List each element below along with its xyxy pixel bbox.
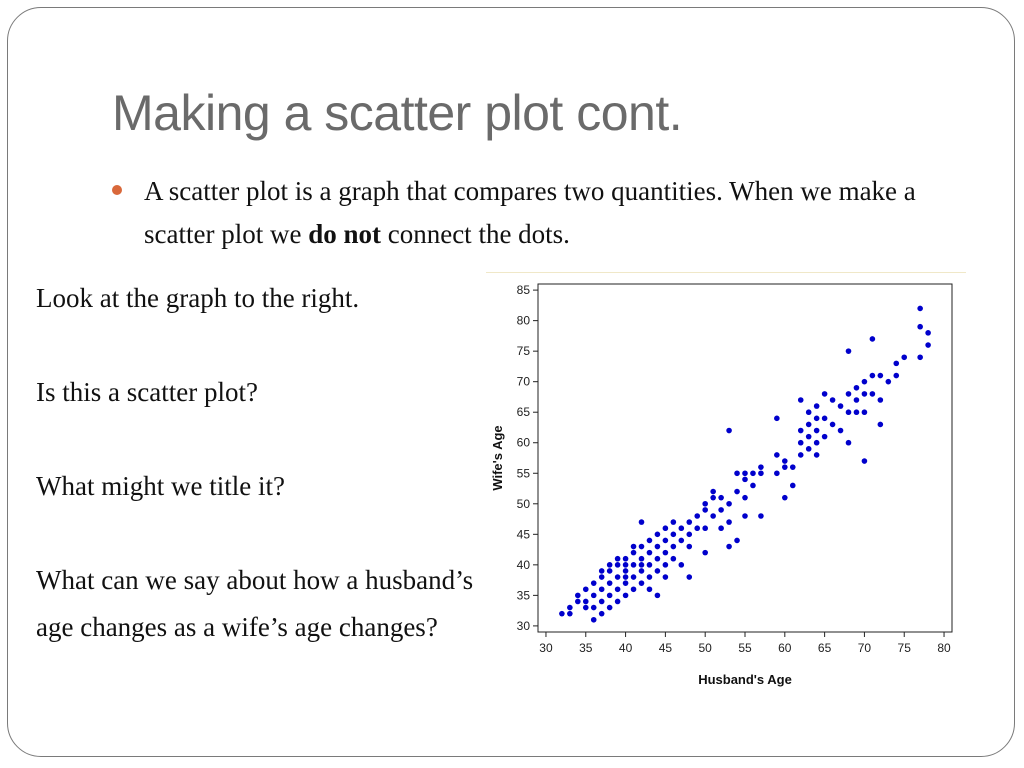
data-point [862, 391, 868, 397]
y-tick-label: 50 [516, 496, 530, 511]
y-tick-label: 75 [516, 344, 530, 359]
data-point [917, 324, 923, 330]
data-point [607, 580, 613, 586]
data-point [798, 428, 804, 434]
data-point [639, 544, 645, 550]
data-point [822, 416, 828, 422]
x-tick-label: 35 [579, 641, 593, 655]
y-tick-label: 70 [516, 374, 530, 389]
data-point [901, 354, 907, 360]
data-point [647, 550, 653, 556]
question-line-2: Is this a scatter plot? [36, 377, 258, 407]
data-point [615, 599, 621, 605]
data-point [631, 550, 637, 556]
scatter-chart [486, 272, 966, 702]
data-point [599, 599, 605, 605]
data-point [726, 428, 732, 434]
data-point [607, 568, 613, 574]
data-point [599, 611, 605, 617]
question-text [36, 275, 476, 651]
data-point [774, 470, 780, 476]
data-point [710, 513, 716, 519]
data-point [734, 489, 740, 495]
question-line-3: What might we title it? [36, 471, 285, 501]
x-tick-label: 30 [539, 641, 553, 655]
x-tick-label: 40 [618, 641, 633, 655]
data-point [671, 556, 677, 562]
data-point [663, 550, 669, 556]
data-point [854, 409, 860, 415]
bullet-text-bold: do not [308, 219, 381, 249]
data-point [878, 397, 884, 403]
data-point [615, 586, 621, 592]
data-point [655, 532, 661, 538]
data-point [591, 605, 597, 611]
x-tick-label: 80 [937, 641, 951, 655]
data-point [647, 562, 653, 568]
question-line-4: What can we say about how a husband’s age changes as a wife’s age changes? [36, 565, 474, 642]
data-point [647, 574, 653, 580]
data-point [854, 385, 860, 391]
data-point [679, 538, 685, 544]
data-point [782, 464, 788, 470]
data-point [575, 599, 581, 605]
data-point [663, 574, 669, 580]
data-point [846, 348, 852, 354]
data-point [631, 574, 637, 580]
data-point [870, 336, 876, 342]
slide-title: Making a scatter plot cont. [112, 85, 683, 141]
data-point [591, 580, 597, 586]
data-point [798, 397, 804, 403]
data-point [599, 586, 605, 592]
data-point [806, 422, 812, 428]
data-point [862, 409, 868, 415]
data-point [623, 556, 629, 562]
data-point [694, 513, 700, 519]
data-point [814, 403, 820, 409]
data-point [686, 519, 692, 525]
data-point [878, 422, 884, 428]
data-point [686, 544, 692, 550]
bullet-text-end: connect the dots. [380, 219, 570, 249]
y-tick-label: 55 [516, 466, 530, 481]
x-tick-label: 45 [658, 641, 673, 655]
data-point [758, 464, 764, 470]
data-point [647, 538, 653, 544]
data-point [679, 525, 685, 531]
data-point [631, 586, 637, 592]
bullet-text-start: A scatter plot is a graph that compares two quantities. When we make a scatter plot we [144, 176, 916, 249]
data-point [686, 574, 692, 580]
y-tick-label: 85 [516, 283, 530, 298]
data-point [782, 495, 788, 501]
data-point [750, 483, 756, 489]
data-point [663, 525, 669, 531]
x-tick-label: 70 [857, 641, 872, 655]
bullet-text [144, 170, 962, 256]
data-point [734, 538, 740, 544]
data-point [758, 470, 764, 476]
y-tick-label: 40 [516, 557, 530, 572]
data-point [607, 605, 613, 611]
data-point [806, 446, 812, 452]
data-point [639, 580, 645, 586]
data-point [742, 495, 748, 501]
data-point [694, 525, 700, 531]
data-point [639, 519, 645, 525]
data-point [631, 544, 637, 550]
data-point [655, 593, 661, 599]
data-point [790, 464, 796, 470]
data-point [663, 562, 669, 568]
data-point [718, 525, 724, 531]
data-point [726, 519, 732, 525]
data-point [846, 391, 852, 397]
data-point [806, 409, 812, 415]
data-point [599, 574, 605, 580]
data-point [623, 593, 629, 599]
y-tick-label: 30 [516, 618, 530, 633]
data-point [607, 562, 613, 568]
data-point [655, 544, 661, 550]
data-point [583, 586, 589, 592]
scatter-chart-svg [486, 272, 966, 702]
data-point [822, 434, 828, 440]
data-point [710, 489, 716, 495]
data-point [583, 605, 589, 611]
data-point [663, 538, 669, 544]
data-point [814, 452, 820, 458]
data-point [798, 440, 804, 446]
data-point [830, 397, 836, 403]
data-point [575, 593, 581, 599]
data-point [615, 574, 621, 580]
data-point [774, 452, 780, 458]
data-point [734, 470, 740, 476]
data-point [742, 477, 748, 483]
data-point [631, 562, 637, 568]
data-point [623, 562, 629, 568]
data-point [639, 556, 645, 562]
data-point [870, 391, 876, 397]
data-point [615, 562, 621, 568]
data-point [702, 525, 708, 531]
data-point [702, 501, 708, 507]
x-tick-label: 60 [778, 641, 792, 655]
data-point [607, 593, 613, 599]
data-point [710, 495, 716, 501]
data-point [686, 532, 692, 538]
data-point [774, 416, 780, 422]
y-tick-label: 80 [516, 313, 530, 328]
data-point [822, 391, 828, 397]
data-point [591, 617, 597, 623]
y-tick-label: 45 [516, 527, 530, 542]
data-point [718, 507, 724, 513]
data-point [886, 379, 892, 385]
data-point [790, 483, 796, 489]
data-point [870, 373, 876, 379]
data-point [838, 428, 844, 434]
data-point [647, 586, 653, 592]
data-point [806, 434, 812, 440]
data-point [718, 495, 724, 501]
data-point [846, 440, 852, 446]
data-point [655, 556, 661, 562]
plot-area [538, 284, 952, 632]
data-point [862, 379, 868, 385]
y-axis-label: Wife's Age [490, 425, 505, 491]
bullet-icon [112, 185, 122, 195]
data-point [814, 416, 820, 422]
x-axis-label: Husband's Age [698, 672, 792, 687]
data-point [917, 306, 923, 312]
data-point [702, 550, 708, 556]
data-point [854, 397, 860, 403]
data-point [925, 330, 931, 336]
data-point [615, 556, 621, 562]
data-point [623, 568, 629, 574]
x-tick-label: 50 [698, 641, 712, 655]
data-point [878, 373, 884, 379]
data-point [639, 562, 645, 568]
data-point [671, 532, 677, 538]
data-point [671, 519, 677, 525]
data-point [893, 361, 899, 367]
data-point [830, 422, 836, 428]
data-point [671, 544, 677, 550]
data-point [599, 568, 605, 574]
data-point [623, 580, 629, 586]
data-point [726, 501, 732, 507]
data-point [655, 568, 661, 574]
data-point [925, 342, 931, 348]
data-point [758, 513, 764, 519]
data-point [846, 409, 852, 415]
data-point [742, 470, 748, 476]
data-point [798, 452, 804, 458]
data-point [750, 470, 756, 476]
data-point [591, 593, 597, 599]
x-tick-label: 75 [897, 641, 911, 655]
x-tick-label: 55 [738, 641, 752, 655]
data-point [742, 513, 748, 519]
x-tick-label: 65 [817, 641, 832, 655]
data-point [782, 458, 788, 464]
data-point [702, 507, 708, 513]
y-tick-label: 35 [516, 588, 530, 603]
y-tick-label: 65 [516, 405, 530, 420]
data-point [679, 562, 685, 568]
data-point [639, 568, 645, 574]
bullet-point [112, 170, 962, 256]
data-point [862, 458, 868, 464]
data-point [567, 611, 573, 617]
data-point [623, 574, 629, 580]
data-point [583, 599, 589, 605]
data-point [559, 611, 565, 617]
data-point [567, 605, 573, 611]
y-tick-label: 60 [516, 435, 530, 450]
data-point [917, 354, 923, 360]
data-point [814, 428, 820, 434]
data-point [814, 440, 820, 446]
question-line-1: Look at the graph to the right. [36, 283, 360, 313]
data-point [893, 373, 899, 379]
data-point [838, 403, 844, 409]
data-point [726, 544, 732, 550]
